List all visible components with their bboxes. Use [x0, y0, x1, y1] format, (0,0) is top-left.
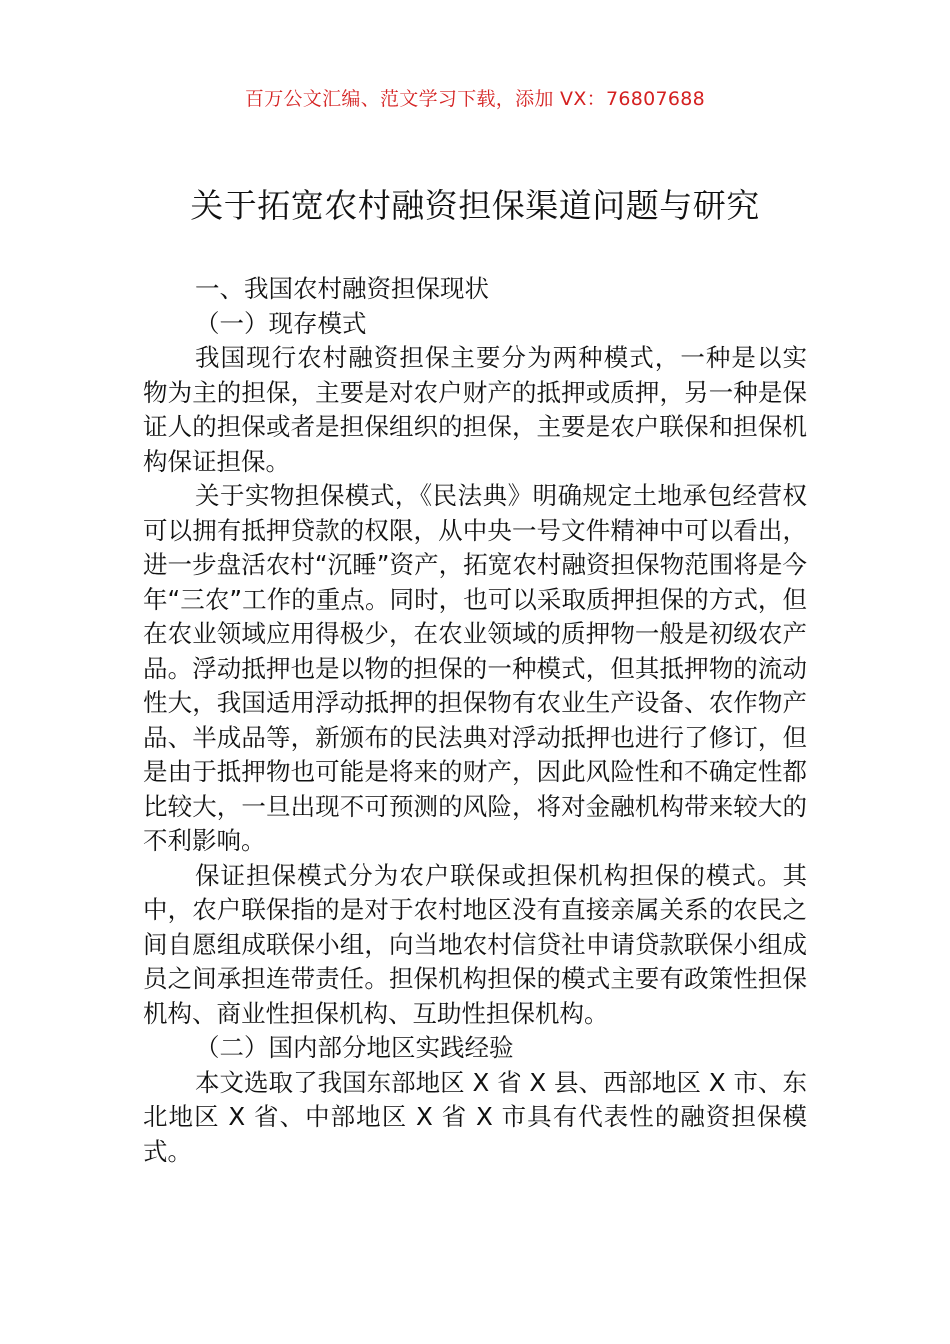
- subsection-heading: （二）国内部分地区实践经验: [195, 1033, 514, 1062]
- document-body: [143, 272, 807, 1169]
- document-title: 关于拓宽农村融资担保渠道问题与研究: [190, 186, 760, 225]
- paragraph: 我国现行农村融资担保主要分为两种模式，一种是以实物为主的担保，主要是对农户财产的抵押或质押，另一种是保证人的担保或者是担保组织的担保，主要是农户联保和担保机构保证担保。: [143, 343, 807, 476]
- section-heading: 一、我国农村融资担保现状: [195, 274, 489, 303]
- promo-banner: 百万公文汇编、范文学习下载，添加 VX：76807688: [244, 88, 706, 110]
- paragraph: 本文选取了我国东部地区 X 省 X 县、西部地区 X 市、东北地区 X 省、中部地区 X 省 X 市具有代表性的融资担保模式。: [143, 1067, 807, 1166]
- subsection-heading: （一）现存模式: [195, 308, 367, 338]
- paragraph: 关于实物担保模式，《民法典》明确规定土地承包经营权可以拥有抵押贷款的权限，从中央一号文件精神中可以看出，进一步盘活农村“沉睡”资产，拓宽农村融资担保物范围将是今年“三农”工作的重点。同时，也可以采取质押担保的方式，但在农业领域应用得极少，在农业领域的质押物一般是初级农产品。浮动抵押也是以物的担保的一种模式，但其抵押物的流动性大，我国适用浮动抵押的担保物有农业生产设备、农作物产品、半成品等，新颁布的民法典对浮动抵押也进行了修订，但是由于抵押物也可能是将来的财产，因此风险性和不确定性都比较大，一旦出现不可预测的风险，将对金融机构带来较大的不利影响。: [143, 481, 807, 855]
- paragraph: 保证担保模式分为农户联保或担保机构担保的模式。其中，农户联保指的是对于农村地区没有直接亲属关系的农民之间自愿组成联保小组，向当地农村信贷社申请贷款联保小组成员之间承担连带责任。担保机构担保的模式主要有政策性担保机构、商业性担保机构、互助性担保机构。: [143, 860, 807, 1028]
